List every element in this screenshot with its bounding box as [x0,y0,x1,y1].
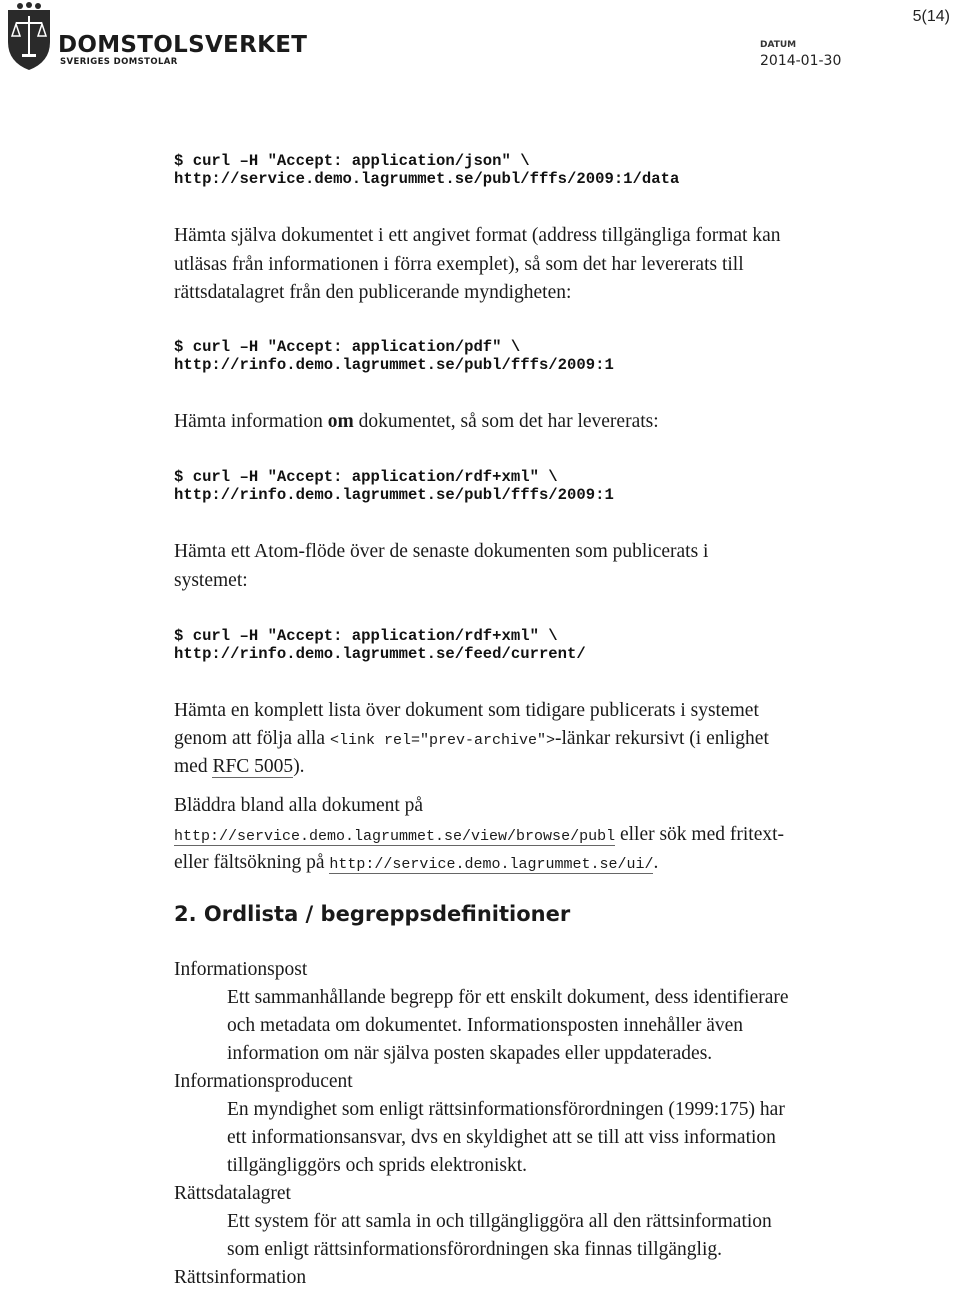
text-run: ). [293,756,305,777]
bold-text: om [327,411,354,432]
code-line: http://rinfo.demo.lagrummet.se/publ/fffs/2009:1 [174,486,614,504]
paragraph-line: Hämta själva dokumentet i ett angivet format (address tillgängliga format kan [174,225,781,246]
definition-line: som enligt rättsinformationsförordningen ska finnas tillgänglig. [227,1239,723,1260]
paragraph-line: systemet: [174,570,248,591]
section-heading: 2. Ordlista / begreppsdefinitioner [174,902,571,926]
code-line: http://rinfo.demo.lagrummet.se/publ/fffs/2009:1 [174,356,614,374]
text-run: -länkar rekursivt (i enlighet [555,728,769,749]
text-run: . [653,852,659,873]
paragraph-line [174,725,769,755]
text-run: Hämta information [174,411,328,432]
date-label: DATUM [760,40,797,50]
domstolsverket-logo [6,2,306,72]
paragraph-line: rättsdatalagret från den publicerande myndigheten: [174,282,572,303]
text-run: eller fältsökning på [174,852,330,873]
paragraph-line [174,821,784,851]
paragraph-line: Bläddra bland alla dokument på [174,795,424,816]
rfc-5005-link[interactable]: RFC 5005 [212,756,294,777]
code-line: $ curl –H "Accept: application/json" \ [174,152,530,170]
glossary-term: Rättsdatalagret [174,1183,291,1204]
definition-line: En myndighet som enligt rättsinformationsförordningen (1999:175) har [227,1099,785,1120]
search-ui-link[interactable]: http://service.demo.lagrummet.se/ui/ [329,856,654,873]
glossary-definition [227,1208,847,1264]
page-number: 5(14) [912,8,950,25]
paragraph-line: Hämta en komplett lista över dokument som tidigare publicerats i systemet [174,700,759,721]
glossary-term: Informationsproducent [174,1071,353,1092]
text-run: genom att följa alla [174,728,330,749]
coat-of-arms-icon [6,2,52,72]
browse-link[interactable]: http://service.demo.lagrummet.se/view/browse/publ [174,828,616,845]
text-run: dokumentet, så som det har levererats: [353,411,659,432]
definition-line: ett informationsansvar, dvs en skyldighet att se till att viss information [227,1127,776,1148]
code-line: $ curl –H "Accept: application/pdf" \ [174,338,521,356]
paragraph-line: Hämta ett Atom-flöde över de senaste dokumenten som publicerats i [174,541,709,562]
definition-line: och metadata om dokumentet. Informationsposten innehåller även [227,1015,744,1036]
paragraph-line [174,408,659,436]
glossary-term: Informationspost [174,959,308,980]
logo-name: DOMSTOLSVERKET [58,32,308,58]
code-line: http://rinfo.demo.lagrummet.se/feed/current/ [174,645,586,663]
text-run: med [174,756,213,777]
code-line: $ curl –H "Accept: application/rdf+xml" \ [174,627,558,645]
definition-line: Ett system för att samla in och tillgängliggöra all den rättsinformation [227,1211,772,1232]
glossary-definition [227,984,847,1068]
code-line: $ curl –H "Accept: application/rdf+xml" \ [174,468,558,486]
definition-line: tillgängliggörs och sprids elektroniskt. [227,1155,528,1176]
text-run: eller sök med fritext- [615,824,785,845]
inline-code: <link rel="prev-archive"> [329,732,555,749]
paragraph-line [174,849,658,879]
date-value: 2014-01-30 [760,53,842,69]
glossary-term: Rättsinformation [174,1267,307,1288]
glossary-definition [227,1096,847,1180]
paragraph-line [174,753,305,781]
definition-line: information om när själva posten skapades eller uppdaterades. [227,1043,713,1064]
logo-subtitle: SVERIGES DOMSTOLAR [60,57,178,67]
code-line: http://service.demo.lagrummet.se/publ/fffs/2009:1/data [174,170,680,188]
definition-line: Ett sammanhållande begrepp för ett enskilt dokument, dess identifierare [227,987,789,1008]
paragraph-line: utläsas från informationen i förra exemplet), så som det har levererats till [174,254,744,275]
